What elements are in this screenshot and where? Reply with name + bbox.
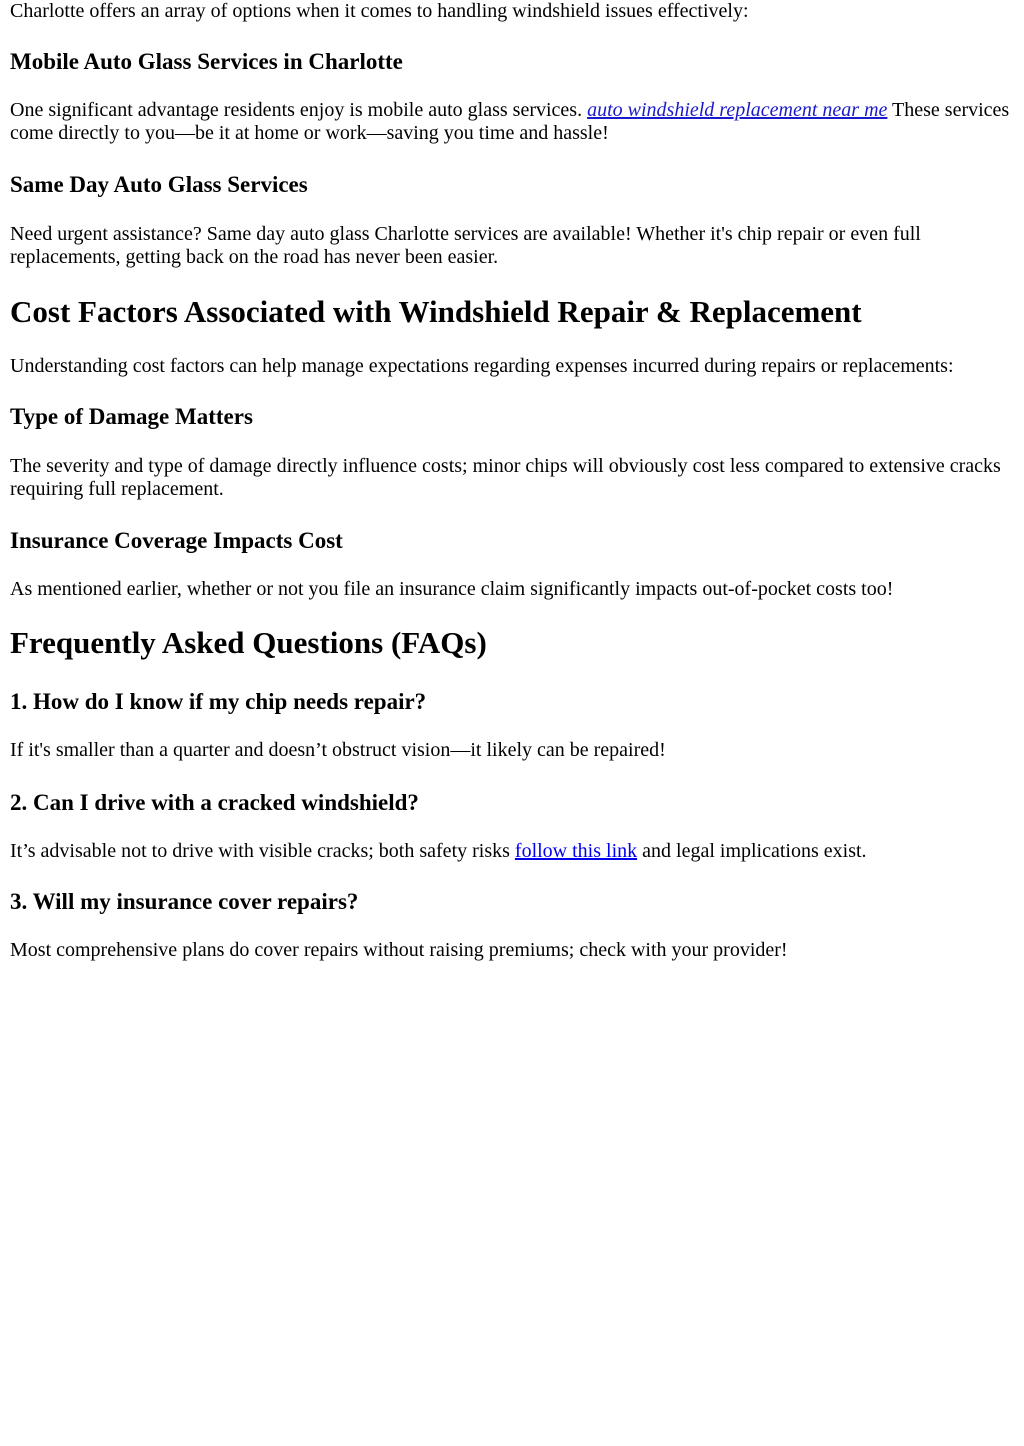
follow-this-link[interactable]: follow this link [514,840,638,862]
faq-answer-1: If it's smaller than a quarter and doesn’t obstruct vision—it likely can be repaired! [10,739,666,761]
mobile-services-heading: Mobile Auto Glass Services in Charlotte [10,49,403,74]
auto-windshield-replacement-link[interactable]: auto windshield replacement near me [587,99,888,121]
faq-question-1: 1. How do I know if my chip needs repair? [10,689,427,714]
insurance-coverage-paragraph: As mentioned earlier, whether or not you file an insurance claim significantly impacts out-of-pocket costs too! [10,578,894,600]
faq-answer-3: Most comprehensive plans do cover repairs without raising premiums; check with your provider! [10,939,788,961]
cost-factors-heading: Cost Factors Associated with Windshield Repair & Replacement [10,294,862,329]
faq-question-2: 2. Can I drive with a cracked windshield? [10,790,419,815]
faq-answer-2-before: It’s advisable not to drive with visible cracks; both safety risks [10,840,515,862]
intro-paragraph: Charlotte offers an array of options when it comes to handling windshield issues effectively: [10,0,749,22]
same-day-paragraph: Need urgent assistance? Same day auto glass Charlotte services are available! Whether it's chip repair or even full replacements, getting back on the road has never been easier. [10,223,921,268]
same-day-heading: Same Day Auto Glass Services [10,172,308,197]
faq-answer-2-after: and legal implications exist. [637,840,867,862]
faq-heading: Frequently Asked Questions (FAQs) [10,625,487,660]
mobile-text-before: One significant advantage residents enjoy is mobile auto glass services. [10,99,588,121]
mobile-text-after: These services come directly to you—be it at home or work—saving you time and hassle! [10,99,1010,144]
faq-question-3: 3. Will my insurance cover repairs? [10,889,359,914]
mobile-services-paragraph [10,99,1010,145]
faq-answer-2 [10,840,1010,863]
insurance-coverage-heading: Insurance Coverage Impacts Cost [10,528,343,553]
damage-type-paragraph: The severity and type of damage directly influence costs; minor chips will obviously cost less compared to extensive cracks requiring full replacement. [10,455,1001,500]
damage-type-heading: Type of Damage Matters [10,404,253,429]
cost-intro-paragraph: Understanding cost factors can help manage expectations regarding expenses incurred during repairs or replacements: [10,355,954,377]
